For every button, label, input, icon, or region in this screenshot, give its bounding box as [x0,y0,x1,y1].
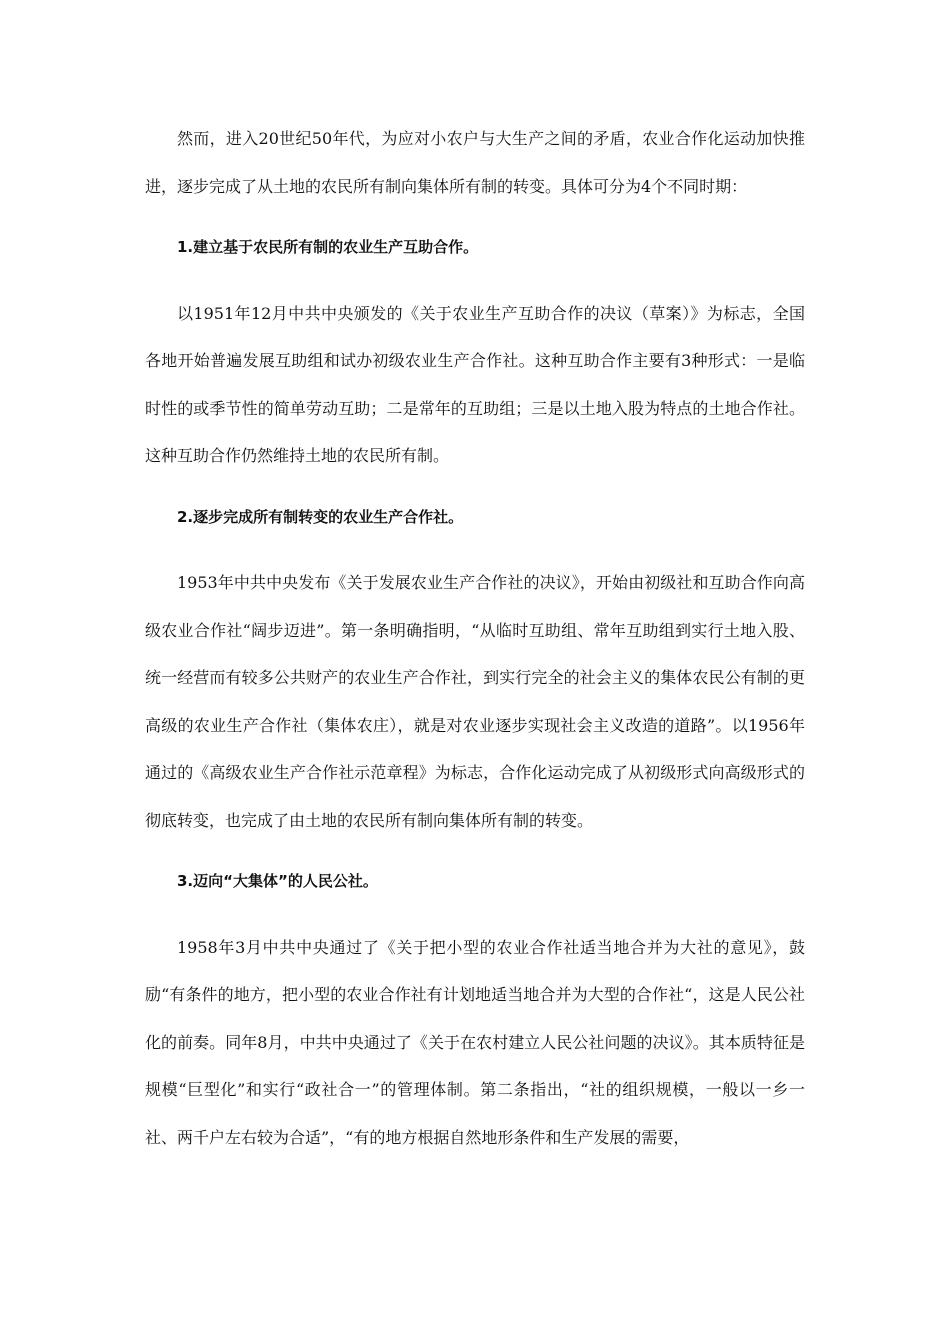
section-3-heading: 3.迈向“大集体”的人民公社。 [177,872,378,890]
section-2-heading: 2.逐步完成所有制转变的农业生产合作社。 [177,507,464,526]
section-3-paragraph: 1958年3月中共中央通过了《关于把小型的农业合作社适当地合并为大社的意见》，鼓励“有条件的地方，把小型的农业合作社有计划地适当地合并为大型的合作社“，这是人民公社化的前奏。同年8月，中共中央通过了《关于在农村建立人民公社问题的决议》。其本质特征是规模“巨型化”和实行“政社合一”的管理体制。第二条指出，“社的组织规模，一般以一乡一社、两千户左右较为合适”，“有的地方根据自然地形条件和生产发展的需要， [145,937,805,1147]
document-body [145,115,805,1161]
section-1-paragraph: 以1951年12月中共中央颁发的《关于农业生产互助合作的决议（草案）》为标志，全国各地开始普遍发展互助组和试办初级农业生产合作社。这种互助合作主要有3种形式：一是临时性的或季节性的简单劳动互助；二是常年的互助组；三是以土地入股为特点的土地合作社。这种互助合作仍然维持土地的农民所有制。 [145,303,805,465]
section-2-paragraph: 1953年中共中央发布《关于发展农业生产合作社的决议》，开始由初级社和互助合作向高级农业合作社“阔步迈进”。第一条明确指明，“从临时互助组、常年互助组到实行土地入股、统一经营而有较多公共财产的农业生产合作社，到实行完全的社会主义的集体农民公有制的更高级的农业生产合作社（集体农庄），就是对农业逐步实现社会主义改造的道路”。以1956年通过的《高级农业生产合作社示范章程》为标志，合作化运动完成了从初级形式向高级形式的彻底转变，也完成了由土地的农民所有制向集体所有制的转变。 [145,573,805,830]
intro-paragraph: 然而，进入20世纪50年代，为应对小农户与大生产之间的矛盾，农业合作化运动加快推进，逐步完成了从土地的农民所有制向集体所有制的转变。具体可分为4个不同时期： [145,129,805,196]
section-1-heading: 1.建立基于农民所有制的农业生产互助合作。 [177,238,479,256]
